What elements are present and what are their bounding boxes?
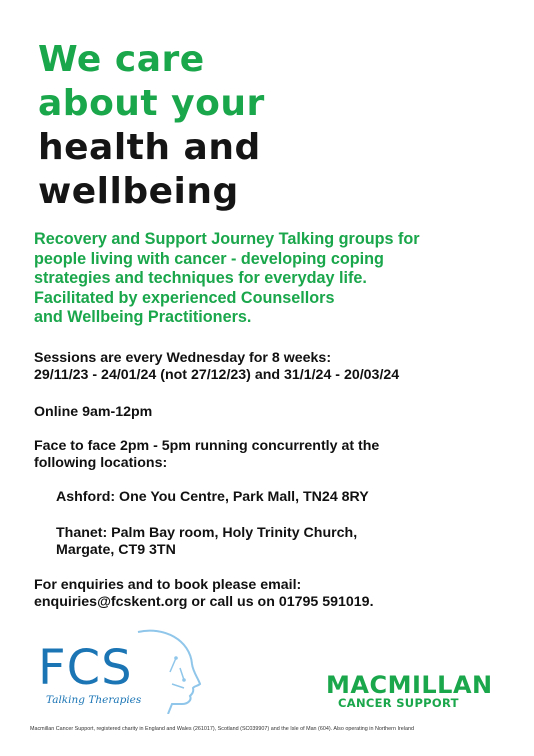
fcs-logo [32, 628, 202, 714]
location-ashford [56, 489, 526, 506]
footer-disclaimer: Macmillan Cancer Support, registered charity in England and Wales (261017), Scotland (SC039907) and the Isle of Man (604). Also operating in Northern Ireland [30, 726, 414, 732]
headline-line-3: health and [38, 127, 261, 168]
online-line: Online 9am-12pm [34, 404, 153, 420]
thanet-line-1: Thanet: Palm Bay room, Holy Trinity Church, [56, 525, 358, 541]
headline-line-4: wellbeing [38, 171, 239, 212]
sessions-line-2: 29/11/23 - 24/01/24 (not 27/12/23) and 31/1/24 - 20/03/24 [34, 367, 400, 383]
face-to-face-line-2: following locations: [34, 455, 168, 471]
macmillan-logo-line-2: CANCER SUPPORT [338, 696, 459, 710]
face-to-face-line-1: Face to face 2pm - 5pm running concurrently at the [34, 438, 380, 454]
enquiries-line-2: enquiries@fcskent.org or call us on 01795 591019. [34, 594, 374, 610]
ashford-line: Ashford: One You Centre, Park Mall, TN24 8RY [56, 489, 369, 505]
fcs-logo-title: FCS [38, 640, 133, 696]
fcs-logo-subtitle: Talking Therapies [46, 694, 142, 706]
thanet-line-2: Margate, CT9 3TN [56, 542, 176, 558]
intro-line-3: strategies and techniques for everyday life. [34, 269, 367, 288]
intro-line-5: and Wellbeing Practitioners. [34, 308, 252, 327]
macmillan-logo [326, 672, 506, 712]
enquiries-paragraph [34, 577, 504, 611]
headline-line-2: about your [38, 83, 265, 124]
headline-line-1: We care [38, 39, 205, 80]
sessions-line-1: Sessions are every Wednesday for 8 weeks: [34, 350, 332, 366]
intro-line-2: people living with cancer - developing coping [34, 249, 384, 268]
enquiries-line-1: For enquiries and to book please email: [34, 577, 302, 593]
face-to-face-paragraph [34, 438, 504, 472]
headline [38, 38, 508, 214]
intro-paragraph [34, 230, 504, 328]
online-times [34, 404, 504, 421]
sessions-paragraph [34, 350, 504, 384]
macmillan-logo-line-1: MACMILLAN [326, 671, 493, 699]
intro-line-4: Facilitated by experienced Counsellors [34, 288, 335, 307]
intro-line-1: Recovery and Support Journey Talking groups for [34, 230, 420, 248]
location-thanet [56, 525, 526, 559]
